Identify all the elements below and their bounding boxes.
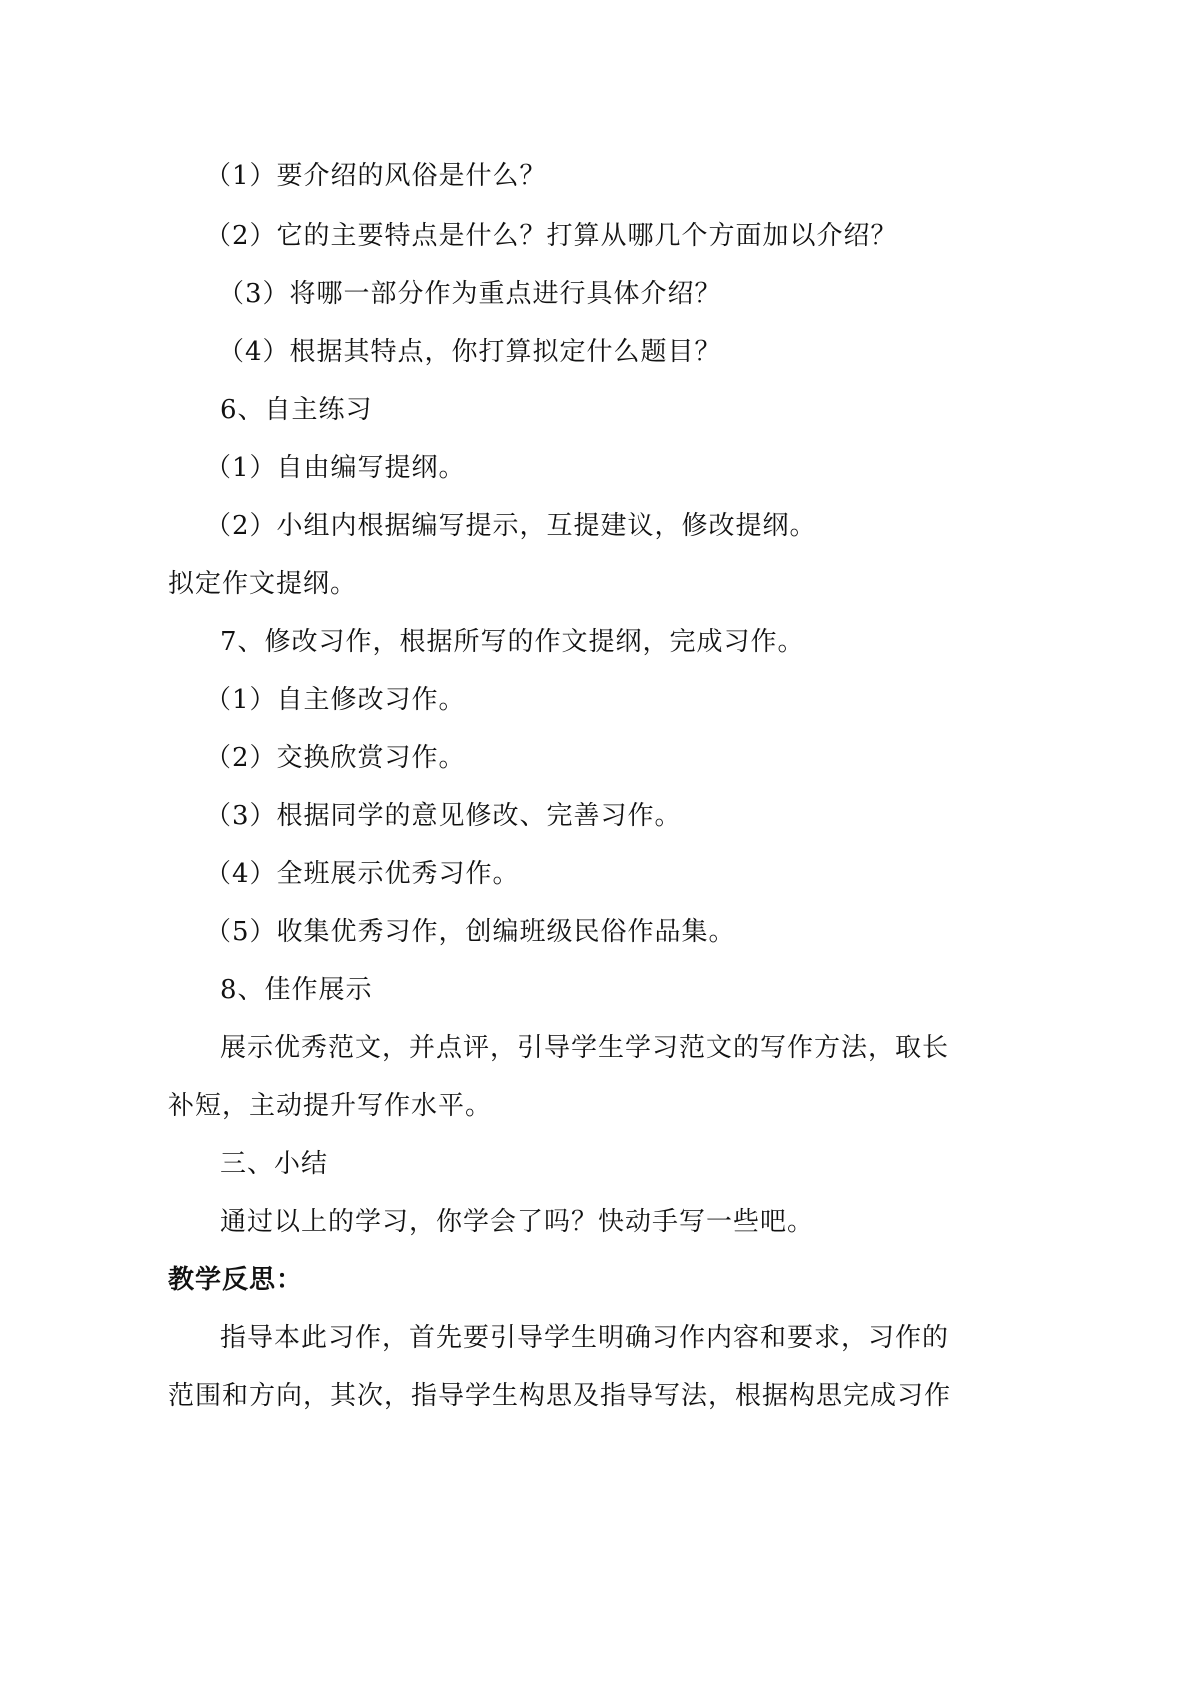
question-1: （1）要介绍的风俗是什么？ <box>205 161 547 191</box>
reflection-line-1: 指导本此习作，首先要引导学生明确习作内容和要求，习作的 <box>220 1323 950 1353</box>
revise-item-4: （4）全班展示优秀习作。 <box>205 859 520 889</box>
showcase-paragraph-line-1: 展示优秀范文，并点评，引导学生学习范文的写作方法，取长 <box>220 1033 950 1063</box>
summary-text: 通过以上的学习，你学会了吗？快动手写一些吧。 <box>220 1207 815 1237</box>
reflection-heading: 教学反思： <box>168 1265 304 1295</box>
section-8-title: 8、佳作展示 <box>220 975 373 1005</box>
revise-item-2: （2）交换欣赏习作。 <box>205 743 466 773</box>
section-7-title: 7、修改习作，根据所写的作文提纲，完成习作。 <box>220 627 805 657</box>
question-4: （4）根据其特点，你打算拟定什么题目？ <box>218 337 722 367</box>
summary-title: 三、小结 <box>220 1149 329 1179</box>
revise-item-1: （1）自主修改习作。 <box>205 685 466 715</box>
revise-item-5: （5）收集优秀习作，创编班级民俗作品集。 <box>205 917 736 947</box>
showcase-paragraph-line-2: 补短，主动提升写作水平。 <box>168 1091 493 1121</box>
revise-item-3: （3）根据同学的意见修改、完善习作。 <box>205 801 682 831</box>
outline-line: 拟定作文提纲。 <box>168 569 358 599</box>
question-3: （3）将哪一部分作为重点进行具体介绍？ <box>218 279 722 309</box>
section-6-title: 6、自主练习 <box>220 395 373 425</box>
practice-item-1: （1）自由编写提纲。 <box>205 453 466 483</box>
reflection-line-2: 范围和方向，其次，指导学生构思及指导写法，根据构思完成习作 <box>168 1381 952 1411</box>
question-2: （2）它的主要特点是什么？打算从哪几个方面加以介绍？ <box>205 221 898 251</box>
practice-item-2: （2）小组内根据编写提示，互提建议，修改提纲。 <box>205 511 817 541</box>
